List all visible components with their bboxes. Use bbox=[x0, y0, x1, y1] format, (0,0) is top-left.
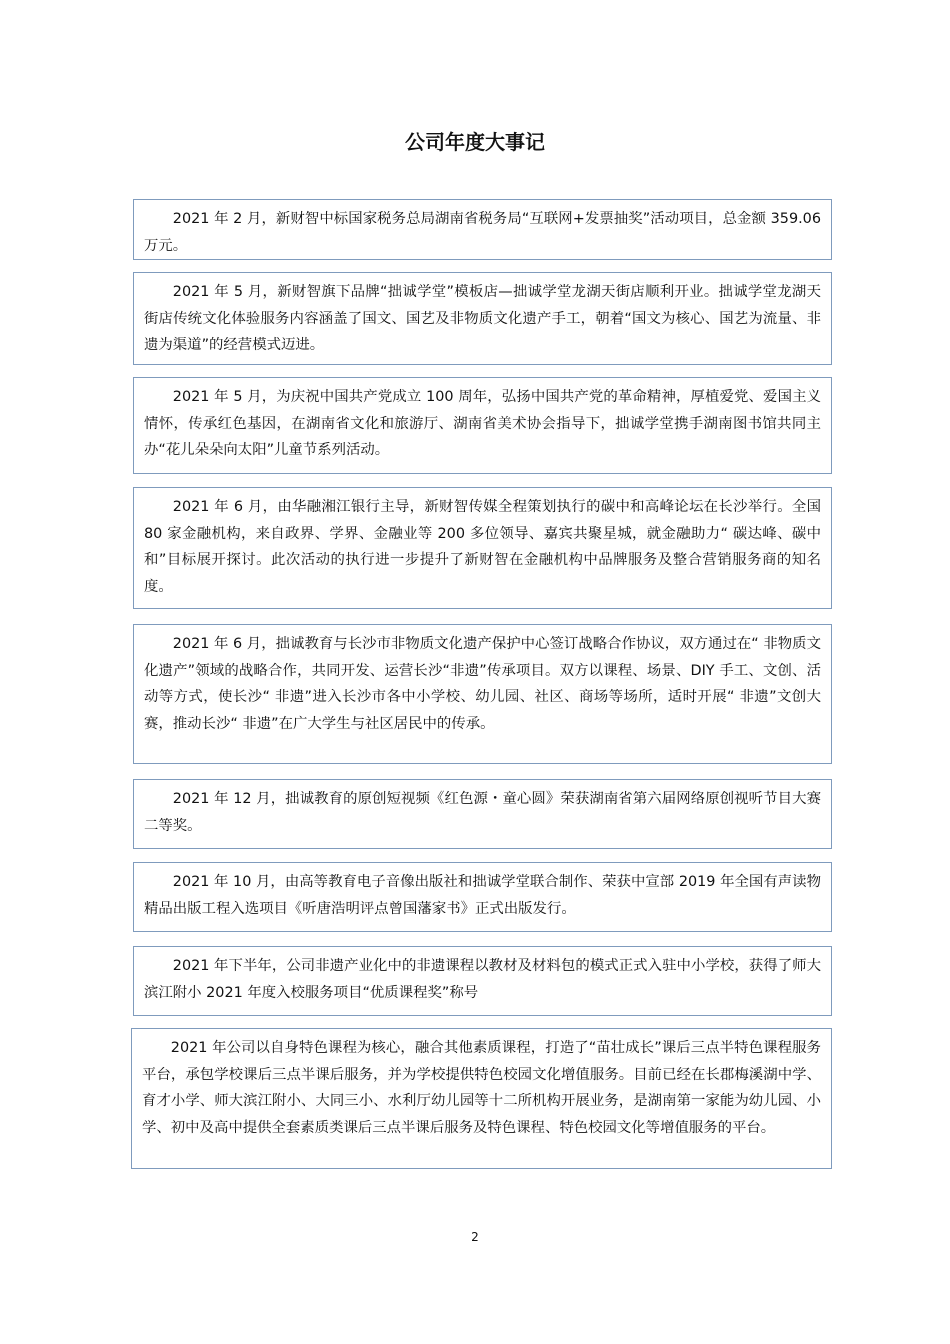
event-box bbox=[133, 377, 832, 474]
event-box bbox=[133, 199, 832, 260]
event-text: 2021 年 12 月，拙诚教育的原创短视频《红色源・童心圆》荣获湖南省第六届网络原创视听节目大赛二等奖。 bbox=[144, 791, 821, 834]
event-box bbox=[133, 862, 832, 932]
page-number: 2 bbox=[471, 1230, 479, 1244]
event-box bbox=[133, 624, 832, 764]
event-text: 2021 年 2 月，新财智中标国家税务总局湖南省税务局“互联网+发票抽奖”活动项目，总金额 359.06 万元。 bbox=[144, 211, 821, 254]
event-text: 2021 年 10 月，由高等教育电子音像出版社和拙诚学堂联合制作、荣获中宣部 2019 年全国有声读物精品出版工程入选项目《听唐浩明评点曾国藩家书》正式出版发行。 bbox=[144, 874, 821, 917]
event-text: 2021 年 6 月，拙诚教育与长沙市非物质文化遗产保护中心签订战略合作协议，双方通过在“ 非物质文化遗产”领域的战略合作，共同开发、运营长沙“非遗”传承项目。双方以课程、场景、DIY 手工、文创、活动等方式，使长沙“ 非遗”进入长沙市各中小学校、幼儿园、社区、商场等场所，适时开展“ 非遗”文创大赛，推动长沙“ 非遗”在广大学生与社区居民中的传承。 bbox=[144, 636, 821, 732]
event-text: 2021 年 5 月，新财智旗下品牌“拙诚学堂”模板店—拙诚学堂龙湖天街店顺利开业。拙诚学堂龙湖天街店传统文化体验服务内容涵盖了国文、国艺及非物质文化遗产手工，朝着“国文为核心、国艺为流量、非遗为渠道”的经营模式迈进。 bbox=[144, 284, 821, 353]
event-box bbox=[133, 272, 832, 365]
page-title: 公司年度大事记 bbox=[405, 130, 545, 154]
event-box bbox=[133, 487, 832, 609]
event-text: 2021 年公司以自身特色课程为核心，融合其他素质课程，打造了“苗壮成长”课后三点半特色课程服务平台，承包学校课后三点半课后服务，并为学校提供特色校园文化增值服务。目前已经在长郡梅溪湖中学、育才小学、师大滨江附小、大同三小、水利厅幼儿园等十二所机构开展业务，是湖南第一家能为幼儿园、小学、初中及高中提供全套素质类课后三点半课后服务及特色课程、特色校园文化等增值服务的平台。 bbox=[142, 1040, 821, 1136]
event-box bbox=[133, 946, 832, 1016]
event-text: 2021 年 6 月，由华融湘江银行主导，新财智传媒全程策划执行的碳中和高峰论坛在长沙举行。全国 80 家金融机构，来自政界、学界、金融业等 200 多位领导、嘉宾共聚星城，就金融助力“ 碳达峰、碳中和”目标展开探讨。此次活动的执行进一步提升了新财智在金融机构中品牌服务及整合营销服务商的知名度。 bbox=[144, 499, 821, 595]
event-box bbox=[131, 1028, 832, 1169]
event-text: 2021 年下半年，公司非遗产业化中的非遗课程以教材及材料包的模式正式入驻中小学校，获得了师大滨江附小 2021 年度入校服务项目“优质课程奖”称号 bbox=[144, 958, 821, 1001]
event-text: 2021 年 5 月，为庆祝中国共产党成立 100 周年，弘扬中国共产党的革命精神，厚植爱党、爱国主义情怀，传承红色基因，在湖南省文化和旅游厅、湖南省美术协会指导下，拙诚学堂携手湖南图书馆共同主办“花儿朵朵向太阳”儿童节系列活动。 bbox=[144, 389, 821, 458]
event-box bbox=[133, 779, 832, 849]
